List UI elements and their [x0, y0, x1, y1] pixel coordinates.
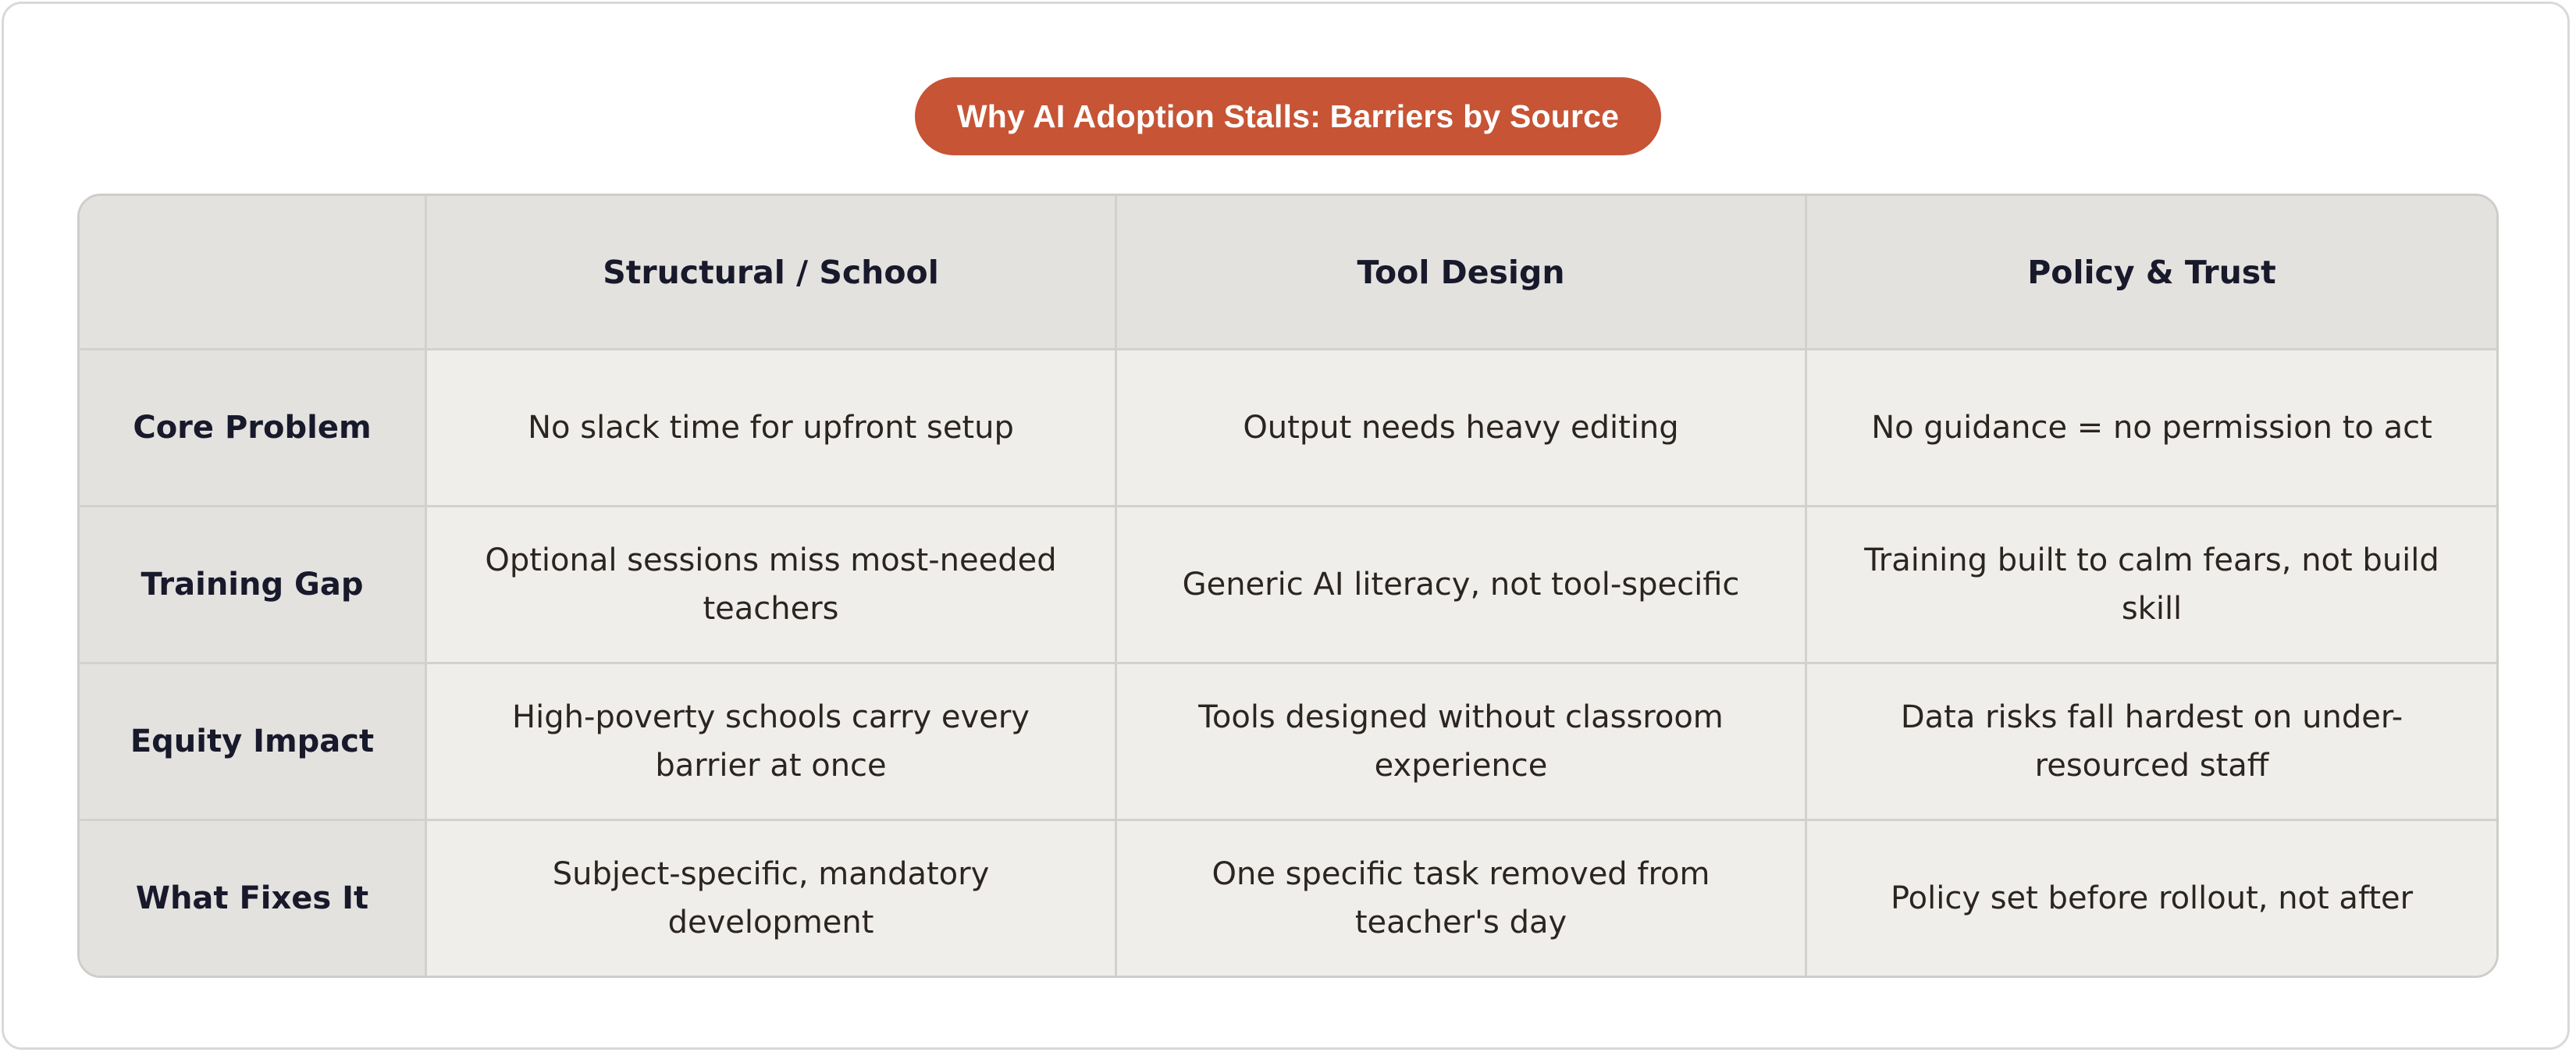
table-cell: High-poverty schools carry every barrier at once [427, 664, 1117, 821]
page-title: Why AI Adoption Stalls: Barriers by Source [915, 77, 1661, 155]
table-cell: Tools designed without classroom experience [1117, 664, 1807, 821]
table-cell: No slack time for upfront setup [427, 350, 1117, 507]
row-label-core-problem: Core Problem [80, 350, 427, 507]
table-cell: Training built to calm fears, not build skill [1807, 507, 2496, 664]
column-header-policy-trust: Policy & Trust [1807, 196, 2496, 350]
table-cell: Policy set before rollout, not after [1807, 821, 2496, 976]
row-label-what-fixes-it: What Fixes It [80, 821, 427, 976]
table-cell: Output needs heavy editing [1117, 350, 1807, 507]
table-cell: One specific task removed from teacher's day [1117, 821, 1807, 976]
table-cell: Generic AI literacy, not tool-specific [1117, 507, 1807, 664]
table-cell: Data risks fall hardest on under-resourced staff [1807, 664, 2496, 821]
table-cell: No guidance = no permission to act [1807, 350, 2496, 507]
row-label-training-gap: Training Gap [80, 507, 427, 664]
table-corner-cell [80, 196, 427, 350]
column-header-structural: Structural / School [427, 196, 1117, 350]
barriers-table [77, 194, 2499, 978]
table-cell: Optional sessions miss most-needed teachers [427, 507, 1117, 664]
row-label-equity-impact: Equity Impact [80, 664, 427, 821]
column-header-tool-design: Tool Design [1117, 196, 1807, 350]
table-cell: Subject-specific, mandatory development [427, 821, 1117, 976]
